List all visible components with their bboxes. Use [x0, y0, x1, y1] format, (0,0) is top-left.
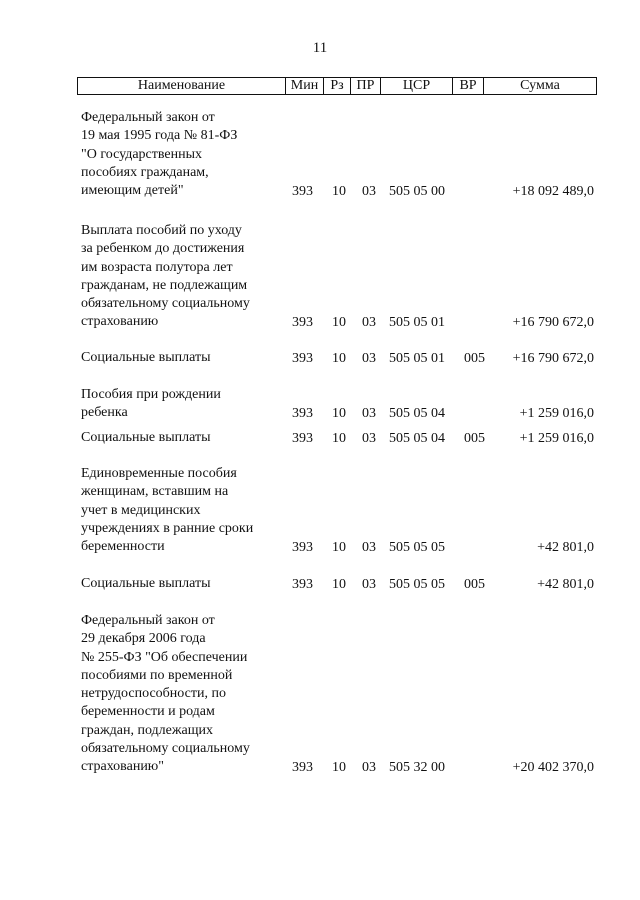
row-pr: 03 — [362, 539, 376, 555]
row-pr: 03 — [362, 759, 376, 775]
row-rz: 10 — [332, 430, 346, 446]
table-row — [0, 386, 640, 423]
row-csr: 505 32 00 — [389, 759, 445, 775]
row-sum: +16 790 672,0 — [512, 350, 594, 366]
row-name: Социальные выплаты — [81, 576, 211, 591]
table-row — [0, 109, 640, 201]
row-csr: 505 05 04 — [389, 405, 445, 421]
row-rz: 10 — [332, 314, 346, 330]
row-csr: 505 05 05 — [389, 539, 445, 555]
row-pr: 03 — [362, 183, 376, 199]
row-rz: 10 — [332, 183, 346, 199]
header-rz: Рз — [324, 78, 351, 94]
row-name: Социальные выплаты — [81, 350, 211, 365]
header-sum: Сумма — [520, 78, 560, 93]
row-min: 393 — [292, 539, 313, 555]
row-pr: 03 — [362, 405, 376, 421]
row-sum: +16 790 672,0 — [512, 314, 594, 330]
table-header — [77, 77, 597, 95]
row-pr: 03 — [362, 430, 376, 446]
row-sum: +1 259 016,0 — [519, 405, 594, 421]
table-row — [0, 222, 640, 332]
row-csr: 505 05 01 — [389, 350, 445, 366]
row-csr: 505 05 00 — [389, 183, 445, 199]
row-pr: 03 — [362, 350, 376, 366]
row-name: Выплата пособий по уходу за ребенком до достижения им возраста полутора лет гражданам, не подлежащим обязательному социальному страхованию — [81, 223, 250, 330]
row-csr: 505 05 05 — [389, 576, 445, 592]
row-vr: 005 — [464, 350, 485, 366]
row-min: 393 — [292, 430, 313, 446]
table-row — [0, 612, 640, 777]
row-pr: 03 — [362, 576, 376, 592]
row-vr: 005 — [464, 430, 485, 446]
row-name: Федеральный закон от 19 мая 1995 года № 81-ФЗ "О государственных пособиях гражданам, имеющим детей" — [81, 110, 238, 199]
row-pr: 03 — [362, 314, 376, 330]
header-name: Наименование — [78, 78, 286, 94]
table-row — [0, 429, 640, 448]
header-pr: ПР — [351, 78, 381, 94]
row-min: 393 — [292, 759, 313, 775]
row-csr: 505 05 01 — [389, 314, 445, 330]
row-name: Единовременные пособия женщинам, вставшим на учет в медицинских учреждениях в ранние сроки беременности — [81, 466, 254, 555]
row-rz: 10 — [332, 405, 346, 421]
header-min: Мин — [286, 78, 324, 94]
row-min: 393 — [292, 314, 313, 330]
row-rz: 10 — [332, 576, 346, 592]
row-name: Федеральный закон от 29 декабря 2006 года № 255-ФЗ "Об обеспечении пособиями по временной нетрудоспособности, по беременности и родам граждан, подлежащих обязательному социальному страхованию" — [81, 613, 250, 775]
row-min: 393 — [292, 576, 313, 592]
table-row — [0, 465, 640, 557]
row-sum: +1 259 016,0 — [519, 430, 594, 446]
row-min: 393 — [292, 405, 313, 421]
row-rz: 10 — [332, 350, 346, 366]
page-number: 11 — [312, 40, 328, 56]
row-name: Социальные выплаты — [81, 430, 211, 445]
row-vr: 005 — [464, 576, 485, 592]
table-row — [0, 349, 640, 368]
row-name: Пособия при рождении ребенка — [81, 387, 221, 421]
row-sum: +20 402 370,0 — [512, 759, 594, 775]
row-sum: +18 092 489,0 — [512, 183, 594, 199]
row-csr: 505 05 04 — [389, 430, 445, 446]
row-sum: +42 801,0 — [537, 576, 594, 592]
table-row — [0, 575, 640, 594]
row-min: 393 — [292, 183, 313, 199]
header-csr: ЦСР — [381, 78, 453, 94]
row-sum: +42 801,0 — [537, 539, 594, 555]
row-rz: 10 — [332, 759, 346, 775]
header-vr: ВР — [453, 78, 484, 94]
row-min: 393 — [292, 350, 313, 366]
row-rz: 10 — [332, 539, 346, 555]
